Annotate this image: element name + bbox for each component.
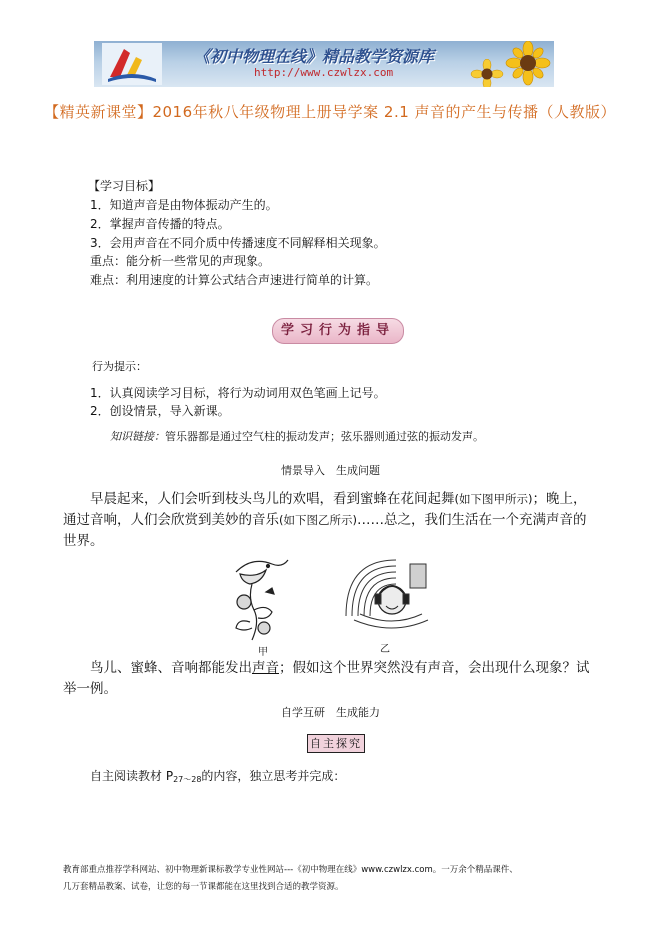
answer-blank: 声音 — [252, 660, 279, 676]
behavior-tips-heading: 行为提示： — [92, 360, 147, 373]
reading-instruction — [90, 767, 345, 789]
intro-text: ……总之，我们生活在一个充满声音的世界。 — [63, 512, 587, 549]
banner-title: 《初中物理在线》精品教学资源库 — [194, 47, 435, 66]
bird-flower-illustration-icon — [222, 552, 294, 644]
intro-figure-ref: (如下图甲所示) — [454, 492, 533, 506]
footer-line: 教育部重点推荐学科网站、初中物理新课标教学专业性网站---《初中物理在线》www.czwlzx.com。一万余个精品课件、 — [63, 865, 518, 875]
reading-pages: 27～28 — [173, 775, 202, 784]
objective-item: 3．会用声音在不同介质中传播速度不同解释相关现象。 — [90, 236, 386, 250]
reading-text: 的内容，独立思考并完成： — [201, 769, 346, 783]
objective-item: 2．掌握声音传播的特点。 — [90, 217, 230, 231]
knowledge-label: 知识链接： — [110, 430, 165, 443]
section-heading-intro: 情景导入 生成问题 — [281, 464, 380, 477]
behavior-tip-item: 1．认真阅读学习目标，将行为动词用双色笔画上记号。 — [90, 386, 386, 400]
footer-line: 几万套精品教案、试卷，让您的每一节课都能在这里找到合适的教学资源。 — [63, 882, 344, 892]
intro-text: 早晨起来，人们会听到枝头鸟儿的欢唱，看到蜜蜂在花间起舞 — [90, 491, 455, 507]
page-footer — [63, 862, 608, 896]
music-child-illustration-icon — [342, 556, 434, 636]
banner-url: http://www.czwlzx.com — [254, 66, 394, 79]
knowledge-text: 管乐器都是通过空气柱的振动发声；弦乐器则通过弦的振动发声。 — [165, 430, 484, 443]
question-text: 鸟儿、蜜蜂、音响都能发出 — [90, 660, 252, 676]
intro-figure-ref: (如下图乙所示) — [279, 513, 357, 527]
intro-paragraph — [63, 489, 598, 552]
header-banner — [94, 41, 554, 87]
banner-logo-icon — [102, 43, 162, 85]
sunflower-small-icon — [470, 59, 504, 87]
reading-text: 自主阅读教材 P — [90, 769, 174, 783]
image-label-right: 乙 — [380, 644, 390, 655]
behavior-tip-item: 2．创设情景，导入新课。 — [90, 404, 230, 418]
guide-banner: 学习行为指导 — [272, 318, 404, 344]
page-title: 【精英新课堂】2016年秋八年级物理上册导学案 2.1 声音的产生与传播（人教版） — [43, 103, 617, 121]
difficulty-point: 难点：利用速度的计算公式结合声速进行简单的计算。 — [90, 273, 379, 287]
image-label-left: 甲 — [258, 647, 268, 658]
objectives-heading: 【学习目标】 — [88, 179, 161, 193]
selfstudy-label-box: 自主探究 — [307, 734, 365, 753]
question-paragraph — [63, 658, 598, 700]
sunflower-icon — [502, 41, 554, 87]
knowledge-link — [110, 428, 484, 446]
objective-item: 1．知道声音是由物体振动产生的。 — [90, 198, 278, 212]
intro-text: ；晚上，通过音响，人们会欣赏到美妙的音乐 — [63, 491, 587, 528]
section-heading-selfstudy: 自学互研 生成能力 — [281, 706, 380, 719]
question-text: ；假如这个世界突然没有声音，会出现什么现象？试举一例。 — [63, 660, 590, 697]
key-point: 重点：能分析一些常见的声现象。 — [90, 254, 271, 268]
